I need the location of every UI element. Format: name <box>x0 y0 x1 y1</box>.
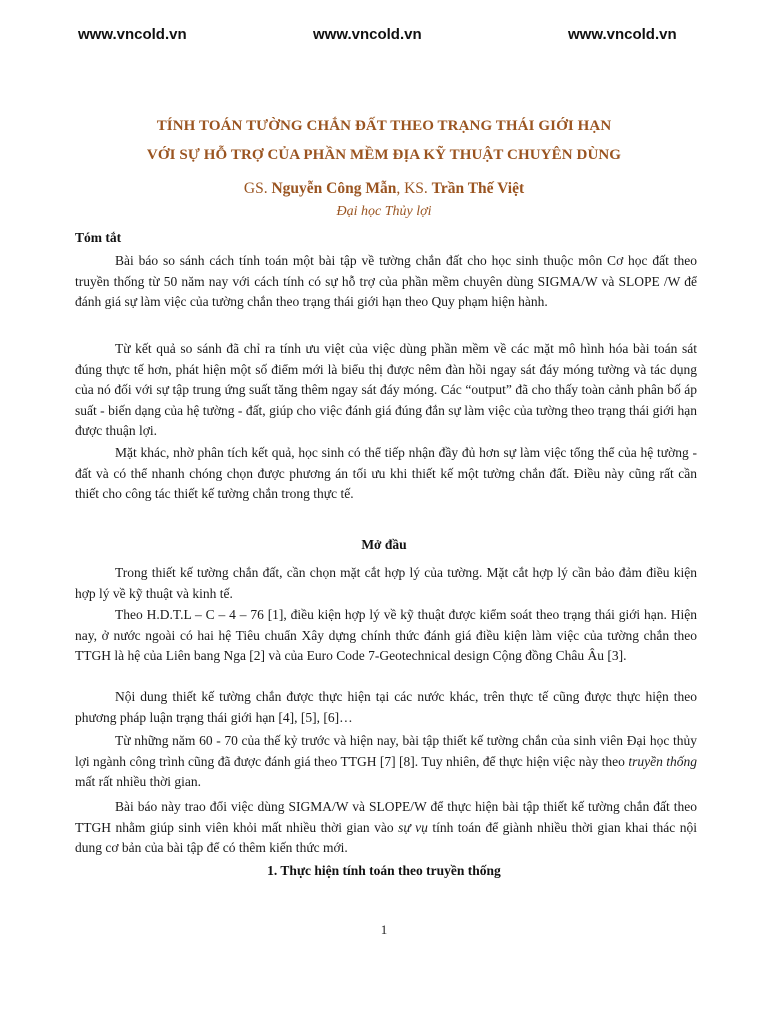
title-line-1: TÍNH TOÁN TƯỜNG CHẮN ĐẤT THEO TRẠNG THÁI GIỚI HẠN <box>156 118 612 134</box>
intro-p5-text: Bài báo này trao đổi việc dùng SIGMA/W và SLOPE/W để thực hiện bài tập thiết kế tường chắn đất theo TTGH nhằm giúp sinh viên khỏi mất nhiều thời gian vào <box>75 799 697 835</box>
abstract-paragraph-1: Bài báo so sánh cách tính toán một bài tập về tường chắn đất cho học sinh thuộc môn Cơ học đất theo truyền thống từ 50 năm nay với cách tính có sự hỗ trợ của phần mềm chuyên dùng SIGMA/W và SLOPE /W để đánh giá sự làm việc của tường chắn theo trạng thái giới hạn theo Quy phạm hiện hành. <box>75 253 697 309</box>
title-line-2: VỚI SỰ HỖ TRỢ CỦA PHẦN MỀM ĐỊA KỸ THUẬT CHUYÊN DÙNG <box>146 147 622 163</box>
intro-paragraph-2: Theo H.D.T.L – C – 4 – 76 [1], điều kiện hợp lý về kỹ thuật được kiểm soát theo trạng thái giới hạn. Hiện nay, ở nước ngoài có hai hệ Tiêu chuẩn Xây dựng chính thức đánh giá điều kiện làm việc của tường chắn theo TTGH là hệ của Liên bang Nga [2] và của Euro Code 7-Geotechnical design Cộng đồng Châu Âu [3]. <box>75 607 697 663</box>
author-1-name: Nguyễn Công Mẫn <box>271 180 397 197</box>
abstract-paragraph-3: Mặt khác, nhờ phân tích kết quả, học sinh có thể tiếp nhận đầy đủ hơn sự làm việc tổng thể của hệ tường - đất và có thể nhanh chóng chọn được phương án tối ưu khi thiết kế một tường chắn đất. Điều này cũng rất cần thiết cho công tác thiết kế tường chắn trong thực tế. <box>75 445 697 501</box>
intro-paragraph-1: Trong thiết kế tường chắn đất, cần chọn mặt cắt hợp lý của tường. Mặt cắt hợp lý cần bảo đảm điều kiện hợp lý về kỹ thuật và kinh tế. <box>75 565 697 601</box>
intro-p5-italic: sự vụ <box>398 819 428 835</box>
intro-p5-text-end: tính toán để giành nhiều thời gian khai thác nội dung cơ bản của bài tập để có thêm kiến thức mới. <box>75 819 697 855</box>
header-site-left[interactable]: www.vncold.vn <box>78 26 187 43</box>
intro-p4-text-end: mất rất nhiều thời gian. <box>75 774 201 789</box>
intro-paragraph-3: Nội dung thiết kế tường chắn được thực hiện tại các nước khác, trên thực tế cũng được thực hiện theo phương pháp luận trạng thái giới hạn [4], [5], [6]… <box>75 689 697 725</box>
intro-paragraph-4 <box>75 731 697 793</box>
affiliation: Đại học Thủy lợi <box>336 204 432 219</box>
author-2-prefix: , KS. <box>396 180 432 197</box>
intro-paragraph-5 <box>75 797 697 859</box>
header-site-center[interactable]: www.vncold.vn <box>313 26 422 43</box>
authors-line <box>60 180 708 198</box>
section-1-heading: 1. Thực hiện tính toán theo truyền thống <box>267 863 501 878</box>
abstract-heading: Tóm tắt <box>75 230 122 245</box>
author-2-name: Trần Thế Việt <box>431 180 525 197</box>
author-1-prefix: GS. <box>243 180 272 197</box>
intro-heading: Mở đầu <box>361 537 407 552</box>
intro-p4-text: Từ những năm 60 - 70 của thế kỷ trước và hiện nay, bài tập thiết kế tường chắn của sinh viên Đại học thủy lợi ngành công trình cũng đã được đánh giá theo TTGH [7] [8]. Tuy nhiên, để thực hiện việc này theo <box>75 733 697 769</box>
page-header <box>0 26 768 50</box>
header-site-right[interactable]: www.vncold.vn <box>568 26 677 43</box>
page-number: 1 <box>380 922 388 937</box>
intro-p4-italic: truyền thống <box>628 753 698 769</box>
abstract-paragraph-2: Từ kết quả so sánh đã chỉ ra tính ưu việt của việc dùng phần mềm về các mặt mô hình hóa bài toán sát đúng thực tế hơn, phát hiện một số điểm mới là biểu thị được nêm đàn hồi ngay sát đáy móng tường và tác dụng của nó đối với sự tập trung ứng suất tăng thêm ngay sát đáy móng. Các “output” đã cho thấy toàn cảnh phân bố áp suất - biến dạng của hệ tường - đất, giúp cho việc đánh giá đúng đắn sự làm việc của tường theo trạng thái giới hạn được thuận lợi. <box>75 341 697 438</box>
